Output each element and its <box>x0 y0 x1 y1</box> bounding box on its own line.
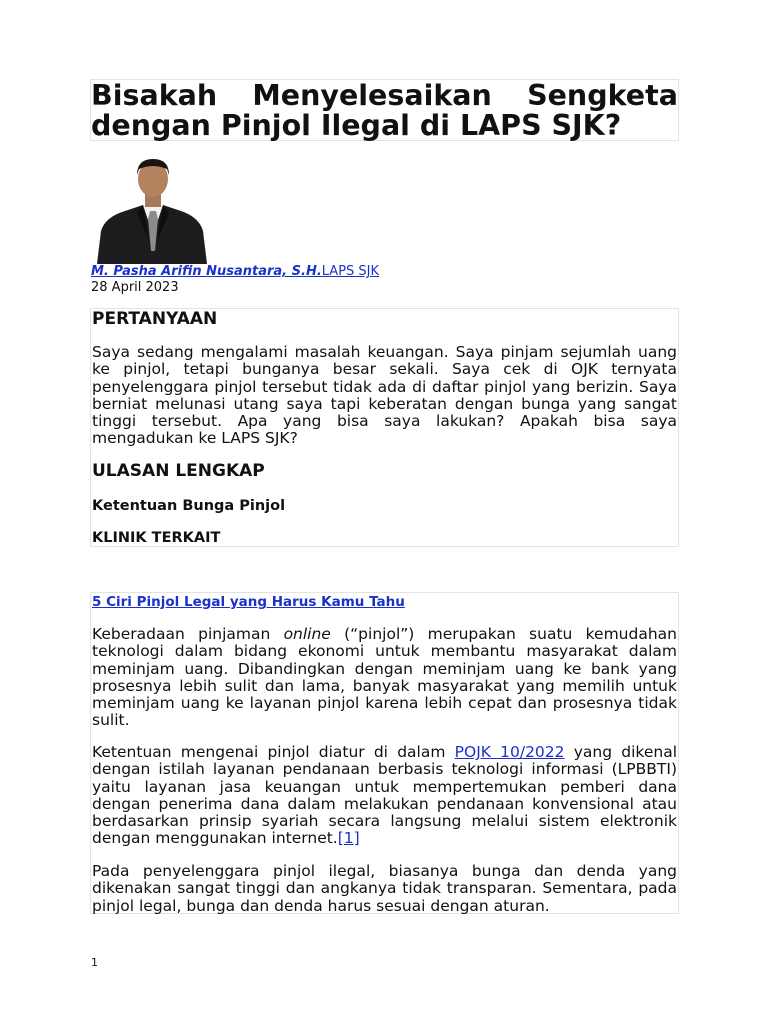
author-name-link[interactable]: M. Pasha Arifin Nusantara, S.H.LAPS SJK <box>91 264 380 279</box>
author-photo <box>91 155 213 264</box>
body-paragraph-2: Ketentuan mengenai pinjol diatur di dalam POJK 10/2022 yang dikenal dengan istilah layanan pendanaan berbasis teknologi informasi (LPBBTI) yaitu layanan jasa keuangan untuk mempertemukan pemberi dana dengan penerima dana dalam melakukan pendanaan konvensional atau berdasarkan prinsip syariah secara langsung melalui sistem elektronik dengan menggunakan internet.[1] <box>92 743 678 848</box>
author-byline <box>91 264 379 279</box>
article-body <box>90 592 679 914</box>
review-heading: ULASAN LENGKAP <box>92 461 265 481</box>
body-paragraph-3: Pada penyelenggara pinjol ilegal, biasanya bunga dan denda yang dikenakan sangat tinggi dan angkanya tidak transparan. Sementara, pada pinjol legal, bunga dan denda harus sesuai dengan aturan. <box>92 862 677 915</box>
publish-date: 28 April 2023 <box>91 280 179 295</box>
title-box <box>90 79 679 141</box>
pojk-link[interactable]: POJK 10/2022 <box>454 743 565 761</box>
question-heading: PERTANYAAN <box>92 309 218 329</box>
related-heading: KLINIK TERKAIT <box>92 530 221 546</box>
question-text: Saya sedang mengalami masalah keuangan. Saya pinjam sejumlah uang ke pinjol, tetapi bunganya besar sekali. Saya cek di OJK ternyata penyelenggara pinjol tersebut tidak ada di daftar pinjol yang berizin. Saya berniat melunasi utang saya tapi keberatan dengan bunga yang sangat tinggi tersebut. Apa yang bisa saya lakukan? Apakah bisa saya mengadukan ke LAPS SJK? <box>92 343 677 448</box>
footnote-link[interactable]: [1] <box>337 829 360 848</box>
question-section <box>90 308 679 547</box>
page-number: 1 <box>91 956 98 969</box>
body-paragraph-1: Keberadaan pinjaman online (“pinjol”) merupakan suatu kemudahan teknologi dalam bidang ekonomi untuk membantu masyarakat dalam meminjam uang. Dibandingkan dengan meminjam uang ke bank yang prosesnya lebih sulit dan lama, banyak masyarakat yang memilih untuk meminjam uang ke layanan pinjol karena lebih cepat dan prosesnya tidak sulit. <box>92 625 677 730</box>
article-title: Bisakah Menyelesaikan Sengketa dengan Pinjol Ilegal di LAPS SJK? <box>91 79 678 142</box>
related-article-link[interactable]: 5 Ciri Pinjol Legal yang Harus Kamu Tahu <box>92 594 405 610</box>
review-subheading: Ketentuan Bunga Pinjol <box>92 498 286 514</box>
